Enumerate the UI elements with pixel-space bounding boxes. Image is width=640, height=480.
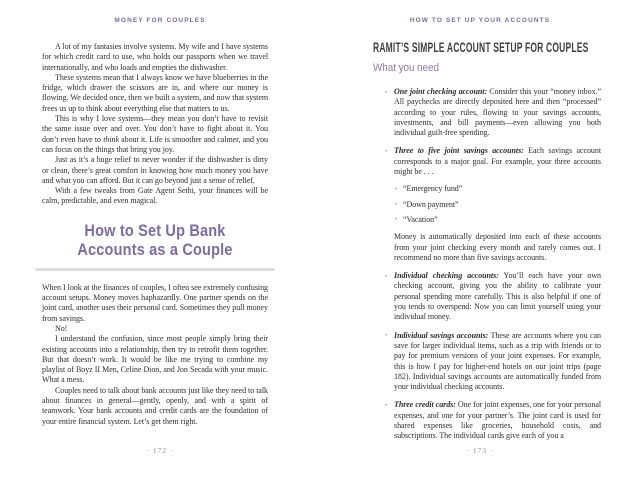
right-page — [320, 0, 640, 480]
bullet-icon: • — [385, 401, 388, 409]
chapter-section-title-line1: How to Set Up Bank — [84, 221, 226, 240]
list-item-joint-checking — [373, 87, 601, 138]
running-head-right: HOW TO SET UP YOUR ACCOUNTS — [409, 17, 551, 24]
running-head-left: MONEY FOR COUPLES — [114, 17, 206, 24]
sub-list-item — [394, 200, 601, 210]
list-item-text: You’ll each have your own checking account, giving you the ability to calibrate your personal spending more carefully. This is also helpful if one of you tends to overspend: Now you can limit yourself using your individual money. — [394, 271, 602, 322]
sub-list-item-text: “Vacation” — [403, 214, 438, 224]
paragraph: When I look at the finances of couples, I often see extremely confusing account setups. Money moves haphazardly. One partner spends on the joint card, another uses their personal card. Sometimes they pull money from savings. — [42, 282, 268, 323]
paragraph-text: This is why I love systems—they mean you don’t have to revisit the same issue over and over. You don’t have to fight about it. You don’t even have to — [42, 114, 268, 144]
sub-bullet-icon: • — [395, 185, 398, 193]
list-item-individual-checking — [373, 271, 601, 322]
paragraph: With a few tweaks from Gate Agent Sethi, your finances will be calm, predictable, and even magical. — [42, 186, 268, 206]
chapter-section-title-line2: Accounts as a Couple — [77, 240, 233, 259]
paragraph: A lot of my fantasies involve systems. My wife and I have systems for which credit card to use, who holds our passports when we travel internationally, and who loads and empties the dishwasher. — [42, 42, 268, 72]
sub-bullet-icon: • — [395, 216, 398, 224]
bullet-icon: • — [385, 332, 388, 340]
sub-list-item — [394, 184, 601, 194]
account-setup-list — [373, 87, 601, 442]
page-number-left: · 172 · — [146, 446, 174, 455]
sub-list-item-text: “Emergency fund” — [403, 184, 463, 194]
list-item-credit-cards — [373, 400, 601, 441]
list-item-text: One for joint expenses, one for your personal expenses, and one for your partner’s. The joint card is used for shared expenses like groceries, household costs, and subscriptions. The individual cards give each of you a — [394, 400, 601, 441]
paragraph: Just as it’s a huge relief to never wonder if the dishwasher is dirty or clean, there’s great comfort in knowing how much money you have and what you can afford. But it can go beyond just a sense of relief. — [42, 155, 268, 185]
list-item-note: Money is automatically deposited into each of these accounts from your joint checking every month and rarely comes out. I recommend no more than five savings accounts. — [394, 232, 601, 262]
sub-bullet-icon: • — [395, 201, 398, 209]
paragraph: These systems mean that I always know we have blueberries in the fridge, which drawer the scissors are in, and where our money is flowing. We decided once, then we built a system, and now that system frees us up to think about everything else that matters to us. — [42, 72, 268, 113]
savings-examples-list — [394, 184, 601, 225]
list-item-lead: One joint checking account: — [394, 87, 488, 96]
sub-list-item-text: “Down payment” — [403, 199, 459, 209]
sub-list-item — [394, 215, 601, 225]
left-text-column — [42, 42, 268, 427]
page-number-right: · 173 · — [466, 446, 494, 455]
box-subtitle: What you need — [373, 62, 440, 74]
list-item-lead: Individual savings accounts: — [394, 330, 489, 340]
list-item-joint-savings — [373, 146, 601, 263]
paragraph: I understand the confusion, since most people simply bring their existing accounts into a relationship, then try to retrofit them together. But that doesn’t work. It would be like me trying to combine my playlist of Boyz II Men, Celine Dion, and Jon Secada with your music. What a mess. — [42, 334, 268, 385]
paragraph — [42, 114, 268, 155]
paragraph-italic-word: think — [103, 134, 119, 144]
paragraph: No! — [55, 323, 68, 333]
paragraph-text: about it. Life is smoother and calmer, and you can focus on the things that bring you joy. — [42, 134, 268, 154]
bullet-icon: • — [385, 88, 388, 96]
paragraph: Couples need to talk about bank accounts just like they need to talk about finances in general—gently, openly, and with a spirit of teamwork. Your bank accounts and credit cards are the foundation of your entire financial system. Let’s get them right. — [42, 385, 268, 426]
list-item-text: Consider this your “money inbox.” All paychecks are directly deposited here and then “processed” according to your rules, flowing to your savings accounts, investments, and bill payments—even allowing you both individual guilt-free spending. — [394, 87, 601, 138]
right-text-column — [373, 40, 601, 450]
list-item-individual-savings — [373, 331, 601, 393]
list-item-text: These are accounts where you can save for larger individual items, such as a trip with friends or to pay for premium versions of your joint expenses. For example, this is how I pay for higher-end hotels on our joint trips (page 182). Individual savings accounts are automatically funded from your individual checking accounts. — [394, 330, 601, 392]
box-title: RAMIT’S SIMPLE ACCOUNT SETUP FOR COUPLES — [373, 40, 589, 55]
bullet-icon: • — [385, 272, 388, 280]
list-item-lead: Three credit cards: — [394, 400, 456, 410]
chapter-section-title — [56, 222, 255, 260]
bullet-icon: • — [385, 147, 388, 155]
list-item-lead: Three to five joint savings accounts: — [394, 146, 524, 156]
list-item-lead: Individual checking accounts: — [394, 271, 499, 281]
list-item-text: Each savings account corresponds to a major goal. For example, your three accounts might be . . . — [394, 146, 601, 177]
divider-rule — [35, 268, 275, 271]
